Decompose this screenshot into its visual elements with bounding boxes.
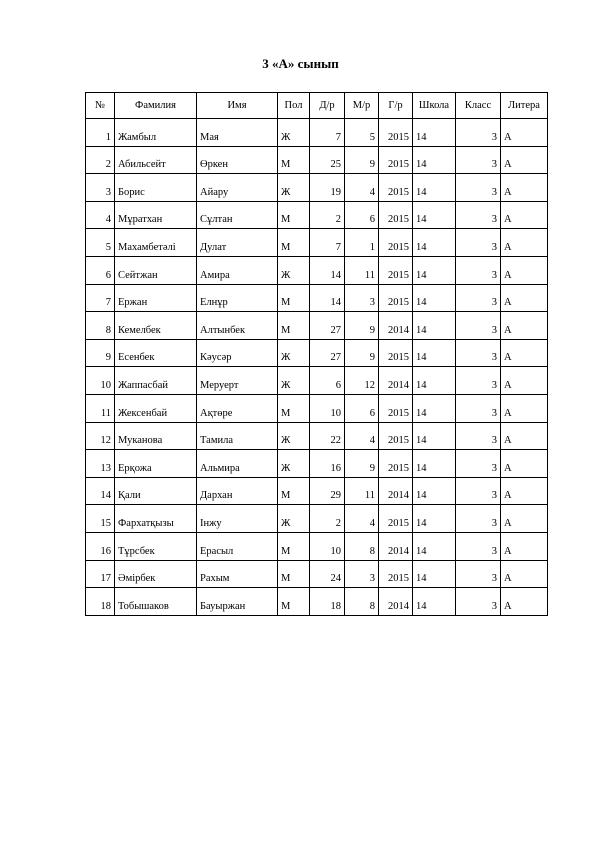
cell-surname: Жамбыл — [115, 119, 197, 147]
cell-letter: А — [501, 201, 548, 229]
cell-school: 14 — [413, 229, 456, 257]
cell-gender: Ж — [278, 256, 310, 284]
column-header-gender: Пол — [278, 93, 310, 119]
cell-school: 14 — [413, 119, 456, 147]
cell-year: 2015 — [379, 119, 413, 147]
cell-grade: 3 — [456, 560, 501, 588]
cell-month: 3 — [345, 284, 379, 312]
column-header-name: Имя — [197, 93, 278, 119]
cell-grade: 3 — [456, 339, 501, 367]
cell-letter: А — [501, 450, 548, 478]
cell-num: 15 — [86, 505, 115, 533]
cell-surname: Ержан — [115, 284, 197, 312]
column-header-surname: Фамилия — [115, 93, 197, 119]
column-header-letter: Литера — [501, 93, 548, 119]
table-row — [86, 367, 548, 395]
cell-num: 4 — [86, 201, 115, 229]
cell-day: 7 — [310, 119, 345, 147]
cell-grade: 3 — [456, 532, 501, 560]
cell-year: 2015 — [379, 229, 413, 257]
cell-school: 14 — [413, 394, 456, 422]
cell-name: Сұлтан — [197, 201, 278, 229]
cell-surname: Жаппасбай — [115, 367, 197, 395]
cell-num: 13 — [86, 450, 115, 478]
page-title: 3 «А» сынып — [262, 56, 339, 71]
cell-month: 9 — [345, 450, 379, 478]
cell-letter: А — [501, 256, 548, 284]
cell-year: 2015 — [379, 201, 413, 229]
cell-day: 16 — [310, 450, 345, 478]
cell-letter: А — [501, 422, 548, 450]
cell-name: Бауыржан — [197, 588, 278, 616]
cell-name: Рахым — [197, 560, 278, 588]
cell-num: 1 — [86, 119, 115, 147]
cell-month: 5 — [345, 119, 379, 147]
cell-grade: 3 — [456, 422, 501, 450]
table-body — [86, 119, 548, 616]
cell-school: 14 — [413, 532, 456, 560]
cell-month: 3 — [345, 560, 379, 588]
cell-month: 4 — [345, 422, 379, 450]
cell-name: Меруерт — [197, 367, 278, 395]
column-header-school: Школа — [413, 93, 456, 119]
cell-year: 2015 — [379, 256, 413, 284]
cell-letter: А — [501, 229, 548, 257]
cell-grade: 3 — [456, 146, 501, 174]
cell-num: 10 — [86, 367, 115, 395]
cell-year: 2015 — [379, 560, 413, 588]
cell-name: Альмира — [197, 450, 278, 478]
cell-day: 25 — [310, 146, 345, 174]
cell-grade: 3 — [456, 174, 501, 202]
cell-name: Ақтөре — [197, 394, 278, 422]
cell-letter: А — [501, 284, 548, 312]
cell-name: Тамила — [197, 422, 278, 450]
cell-surname: Қали — [115, 477, 197, 505]
cell-name: Кәусәр — [197, 339, 278, 367]
cell-surname: Сейтжан — [115, 256, 197, 284]
cell-grade: 3 — [456, 256, 501, 284]
table-row — [86, 312, 548, 340]
cell-letter: А — [501, 394, 548, 422]
table-row — [86, 450, 548, 478]
cell-day: 10 — [310, 394, 345, 422]
cell-gender: Ж — [278, 422, 310, 450]
cell-month: 4 — [345, 505, 379, 533]
cell-grade: 3 — [456, 367, 501, 395]
cell-grade: 3 — [456, 477, 501, 505]
cell-day: 2 — [310, 201, 345, 229]
cell-grade: 3 — [456, 229, 501, 257]
cell-school: 14 — [413, 256, 456, 284]
cell-name: Өркен — [197, 146, 278, 174]
table-row — [86, 339, 548, 367]
cell-surname: Әмірбек — [115, 560, 197, 588]
cell-name: Айару — [197, 174, 278, 202]
cell-gender: Ж — [278, 367, 310, 395]
cell-month: 8 — [345, 532, 379, 560]
cell-gender: М — [278, 532, 310, 560]
cell-name: Дулат — [197, 229, 278, 257]
cell-year: 2015 — [379, 146, 413, 174]
table-row — [86, 532, 548, 560]
cell-month: 8 — [345, 588, 379, 616]
cell-num: 3 — [86, 174, 115, 202]
header-row — [86, 93, 548, 119]
cell-day: 2 — [310, 505, 345, 533]
cell-year: 2015 — [379, 422, 413, 450]
cell-surname: Тобышаков — [115, 588, 197, 616]
cell-num: 14 — [86, 477, 115, 505]
cell-month: 1 — [345, 229, 379, 257]
cell-surname: Тұрсбек — [115, 532, 197, 560]
table-row — [86, 422, 548, 450]
cell-name: Ерасыл — [197, 532, 278, 560]
cell-grade: 3 — [456, 284, 501, 312]
cell-month: 4 — [345, 174, 379, 202]
cell-school: 14 — [413, 422, 456, 450]
cell-surname: Махамбетәлі — [115, 229, 197, 257]
cell-name: Елнұр — [197, 284, 278, 312]
cell-day: 6 — [310, 367, 345, 395]
cell-surname: Борис — [115, 174, 197, 202]
cell-num: 2 — [86, 146, 115, 174]
cell-day: 27 — [310, 339, 345, 367]
cell-name: Мая — [197, 119, 278, 147]
cell-gender: М — [278, 146, 310, 174]
cell-school: 14 — [413, 284, 456, 312]
cell-num: 18 — [86, 588, 115, 616]
cell-gender: М — [278, 312, 310, 340]
cell-grade: 3 — [456, 394, 501, 422]
table-row — [86, 256, 548, 284]
cell-month: 11 — [345, 477, 379, 505]
cell-num: 6 — [86, 256, 115, 284]
cell-school: 14 — [413, 312, 456, 340]
table-row — [86, 201, 548, 229]
table-row — [86, 477, 548, 505]
cell-gender: Ж — [278, 119, 310, 147]
cell-day: 27 — [310, 312, 345, 340]
table-row — [86, 174, 548, 202]
column-header-num: № — [86, 93, 115, 119]
column-header-day: Д/р — [310, 93, 345, 119]
table-row — [86, 505, 548, 533]
table-row — [86, 284, 548, 312]
cell-name: Інжу — [197, 505, 278, 533]
cell-grade: 3 — [456, 450, 501, 478]
cell-year: 2014 — [379, 588, 413, 616]
cell-letter: А — [501, 560, 548, 588]
table-row — [86, 146, 548, 174]
cell-name: Амира — [197, 256, 278, 284]
column-header-grade: Класс — [456, 93, 501, 119]
cell-day: 14 — [310, 256, 345, 284]
table-row — [86, 588, 548, 616]
cell-school: 14 — [413, 450, 456, 478]
cell-gender: Ж — [278, 339, 310, 367]
cell-month: 6 — [345, 394, 379, 422]
cell-year: 2015 — [379, 450, 413, 478]
cell-letter: А — [501, 312, 548, 340]
cell-grade: 3 — [456, 201, 501, 229]
cell-day: 29 — [310, 477, 345, 505]
cell-month: 6 — [345, 201, 379, 229]
cell-gender: М — [278, 229, 310, 257]
cell-gender: М — [278, 394, 310, 422]
cell-gender: М — [278, 477, 310, 505]
cell-num: 17 — [86, 560, 115, 588]
cell-school: 14 — [413, 174, 456, 202]
cell-month: 9 — [345, 146, 379, 174]
cell-year: 2014 — [379, 312, 413, 340]
cell-day: 18 — [310, 588, 345, 616]
table-row — [86, 560, 548, 588]
cell-school: 14 — [413, 339, 456, 367]
cell-num: 12 — [86, 422, 115, 450]
cell-letter: А — [501, 505, 548, 533]
cell-gender: Ж — [278, 174, 310, 202]
cell-month: 9 — [345, 339, 379, 367]
column-header-month: М/р — [345, 93, 379, 119]
cell-day: 22 — [310, 422, 345, 450]
cell-letter: А — [501, 477, 548, 505]
cell-grade: 3 — [456, 119, 501, 147]
cell-surname: Ерқожа — [115, 450, 197, 478]
cell-grade: 3 — [456, 505, 501, 533]
cell-school: 14 — [413, 505, 456, 533]
cell-year: 2014 — [379, 477, 413, 505]
cell-grade: 3 — [456, 312, 501, 340]
table-row — [86, 394, 548, 422]
cell-year: 2014 — [379, 367, 413, 395]
cell-gender: М — [278, 560, 310, 588]
cell-letter: А — [501, 532, 548, 560]
table-row — [86, 229, 548, 257]
cell-gender: М — [278, 588, 310, 616]
cell-day: 14 — [310, 284, 345, 312]
column-header-year: Г/р — [379, 93, 413, 119]
cell-surname: Кемелбек — [115, 312, 197, 340]
cell-num: 9 — [86, 339, 115, 367]
table-row — [86, 119, 548, 147]
cell-school: 14 — [413, 560, 456, 588]
cell-letter: А — [501, 367, 548, 395]
table-header — [86, 93, 548, 119]
cell-letter: А — [501, 588, 548, 616]
cell-school: 14 — [413, 588, 456, 616]
cell-letter: А — [501, 146, 548, 174]
cell-year: 2014 — [379, 532, 413, 560]
cell-num: 11 — [86, 394, 115, 422]
cell-gender: Ж — [278, 505, 310, 533]
cell-gender: Ж — [278, 450, 310, 478]
cell-year: 2015 — [379, 284, 413, 312]
cell-school: 14 — [413, 477, 456, 505]
cell-day: 7 — [310, 229, 345, 257]
cell-letter: А — [501, 174, 548, 202]
cell-year: 2015 — [379, 174, 413, 202]
cell-num: 16 — [86, 532, 115, 560]
cell-school: 14 — [413, 201, 456, 229]
cell-surname: Фархатқызы — [115, 505, 197, 533]
cell-year: 2015 — [379, 505, 413, 533]
cell-surname: Абильсейт — [115, 146, 197, 174]
cell-surname: Жексенбай — [115, 394, 197, 422]
cell-day: 24 — [310, 560, 345, 588]
cell-school: 14 — [413, 367, 456, 395]
cell-surname: Мұратхан — [115, 201, 197, 229]
class-roster-table — [85, 92, 548, 616]
cell-gender: М — [278, 201, 310, 229]
cell-month: 11 — [345, 256, 379, 284]
cell-num: 8 — [86, 312, 115, 340]
cell-year: 2015 — [379, 394, 413, 422]
cell-num: 7 — [86, 284, 115, 312]
cell-day: 10 — [310, 532, 345, 560]
cell-month: 9 — [345, 312, 379, 340]
cell-school: 14 — [413, 146, 456, 174]
cell-grade: 3 — [456, 588, 501, 616]
cell-day: 19 — [310, 174, 345, 202]
cell-letter: А — [501, 119, 548, 147]
cell-name: Алтынбек — [197, 312, 278, 340]
cell-letter: А — [501, 339, 548, 367]
cell-gender: М — [278, 284, 310, 312]
cell-year: 2015 — [379, 339, 413, 367]
cell-surname: Муканова — [115, 422, 197, 450]
cell-num: 5 — [86, 229, 115, 257]
cell-surname: Есенбек — [115, 339, 197, 367]
cell-month: 12 — [345, 367, 379, 395]
cell-name: Дархан — [197, 477, 278, 505]
